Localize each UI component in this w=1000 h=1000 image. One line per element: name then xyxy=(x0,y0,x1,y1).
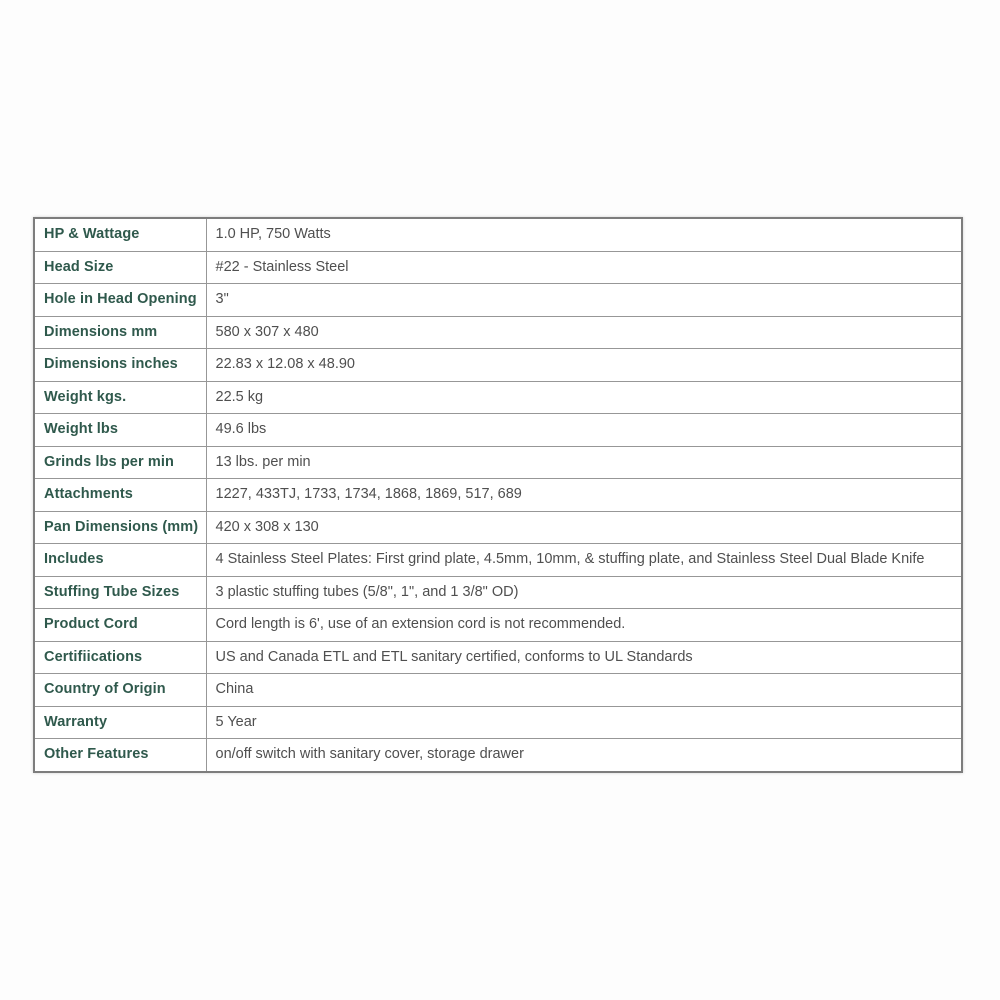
spec-label: Includes xyxy=(34,544,206,577)
product-spec-table xyxy=(33,217,963,773)
spec-label: Dimensions inches xyxy=(34,349,206,382)
table-row xyxy=(34,381,962,414)
spec-label: Pan Dimensions (mm) xyxy=(34,511,206,544)
spec-label: Dimensions mm xyxy=(34,316,206,349)
table-row xyxy=(34,706,962,739)
spec-value: 13 lbs. per min xyxy=(206,446,962,479)
table-row xyxy=(34,218,962,251)
table-row xyxy=(34,414,962,447)
spec-value: 5 Year xyxy=(206,706,962,739)
spec-label: Grinds lbs per min xyxy=(34,446,206,479)
spec-value: 22.83 x 12.08 x 48.90 xyxy=(206,349,962,382)
spec-value: 3 plastic stuffing tubes (5/8", 1", and 1 3/8" OD) xyxy=(206,576,962,609)
spec-value: 1.0 HP, 750 Watts xyxy=(206,218,962,251)
spec-value: 420 x 308 x 130 xyxy=(206,511,962,544)
spec-label: Weight lbs xyxy=(34,414,206,447)
spec-table-body xyxy=(34,218,962,772)
spec-value: China xyxy=(206,674,962,707)
spec-value: 4 Stainless Steel Plates: First grind plate, 4.5mm, 10mm, & stuffing plate, and Stainless Steel Dual Blade Knife xyxy=(206,544,962,577)
spec-label: Hole in Head Opening xyxy=(34,284,206,317)
spec-value: Cord length is 6', use of an extension cord is not recommended. xyxy=(206,609,962,642)
spec-value: US and Canada ETL and ETL sanitary certified, conforms to UL Standards xyxy=(206,641,962,674)
spec-label: Warranty xyxy=(34,706,206,739)
spec-label: Stuffing Tube Sizes xyxy=(34,576,206,609)
spec-value: 3" xyxy=(206,284,962,317)
table-row xyxy=(34,284,962,317)
table-row xyxy=(34,544,962,577)
table-row xyxy=(34,446,962,479)
table-row xyxy=(34,479,962,512)
table-row xyxy=(34,609,962,642)
table-row xyxy=(34,349,962,382)
spec-value: 580 x 307 x 480 xyxy=(206,316,962,349)
table-row xyxy=(34,251,962,284)
table-row xyxy=(34,674,962,707)
spec-label: Head Size xyxy=(34,251,206,284)
spec-value: 22.5 kg xyxy=(206,381,962,414)
spec-label: Certifiications xyxy=(34,641,206,674)
table-row xyxy=(34,316,962,349)
table-row xyxy=(34,576,962,609)
table-row xyxy=(34,511,962,544)
spec-label: HP & Wattage xyxy=(34,218,206,251)
spec-value: 1227, 433TJ, 1733, 1734, 1868, 1869, 517, 689 xyxy=(206,479,962,512)
spec-value: #22 - Stainless Steel xyxy=(206,251,962,284)
table-row xyxy=(34,739,962,772)
spec-label: Weight kgs. xyxy=(34,381,206,414)
spec-label: Attachments xyxy=(34,479,206,512)
table-row xyxy=(34,641,962,674)
spec-value: 49.6 lbs xyxy=(206,414,962,447)
spec-label: Country of Origin xyxy=(34,674,206,707)
spec-label: Other Features xyxy=(34,739,206,772)
spec-label: Product Cord xyxy=(34,609,206,642)
spec-value: on/off switch with sanitary cover, storage drawer xyxy=(206,739,962,772)
